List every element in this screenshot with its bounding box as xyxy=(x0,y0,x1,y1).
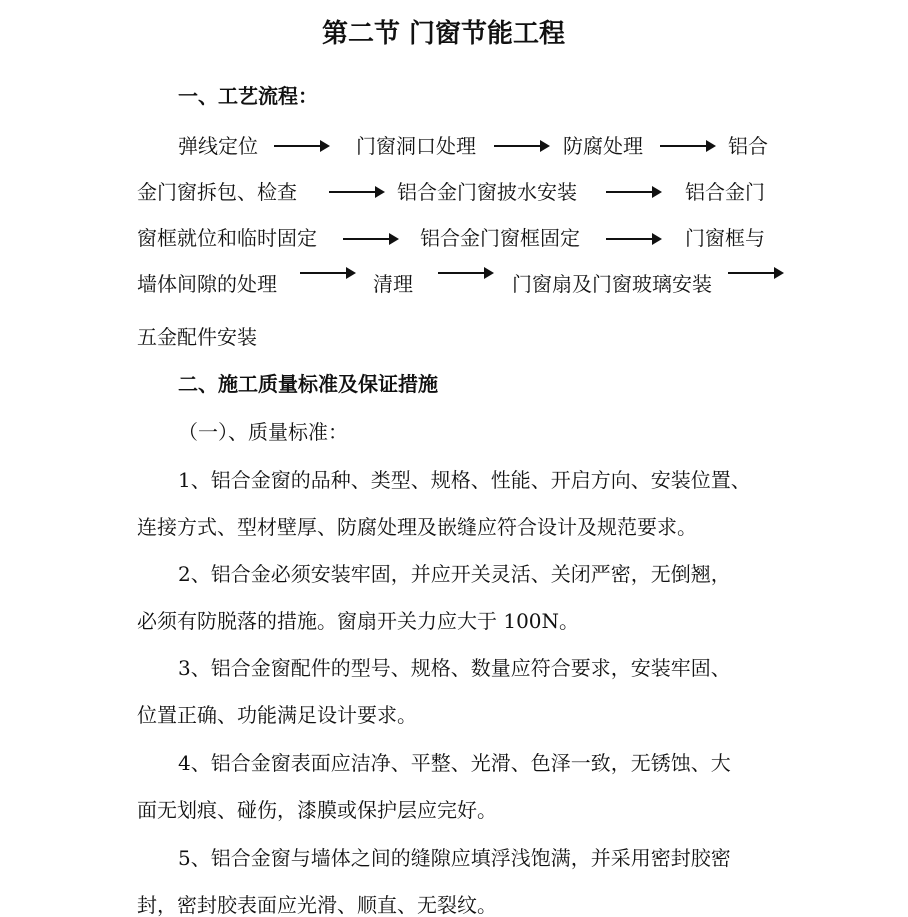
flow-arrow-icon xyxy=(494,145,548,147)
flow-step: 铝合金门窗披水安装 xyxy=(397,180,577,204)
flow-arrow-icon xyxy=(660,145,714,147)
section-heading-process: 一、工艺流程： xyxy=(178,84,318,108)
flow-step: 铝合金门窗框固定 xyxy=(420,226,580,250)
standard-item-line: 位置正确、功能满足设计要求。 xyxy=(137,703,417,727)
flow-step: 铝合金门 xyxy=(685,180,765,204)
standard-item-line: 5、铝合金窗与墙体之间的缝隙应填浮浅饱满，并采用密封胶密 xyxy=(178,846,731,870)
standard-item-line: 1、铝合金窗的品种、类型、规格、性能、开启方向、安装位置、 xyxy=(178,468,751,492)
flow-arrow-icon xyxy=(343,238,397,240)
standard-item-line: 面无划痕、碰伤，漆膜或保护层应完好。 xyxy=(137,798,497,822)
flow-step: 金门窗拆包、检查 xyxy=(137,180,297,204)
standard-item-line: 连接方式、型材壁厚、防腐处理及嵌缝应符合设计及规范要求。 xyxy=(137,515,697,539)
flow-step: 五金配件安装 xyxy=(137,325,257,349)
standard-item-line: 3、铝合金窗配件的型号、规格、数量应符合要求，安装牢固、 xyxy=(178,656,731,680)
flow-step: 铝合 xyxy=(728,134,768,158)
flow-step: 清理 xyxy=(373,272,413,296)
standard-item-line: 必须有防脱落的措施。窗扇开关力应大于 100N。 xyxy=(137,609,580,633)
flow-arrow-icon xyxy=(606,238,660,240)
flow-step: 门窗扇及门窗玻璃安装 xyxy=(512,272,712,296)
sub-heading-quality-standard: （一）、质量标准： xyxy=(178,420,348,444)
flow-step: 门窗洞口处理 xyxy=(356,134,476,158)
section-heading-quality: 二、施工质量标准及保证措施 xyxy=(178,372,438,396)
flow-arrow-icon xyxy=(329,191,383,193)
flow-step: 门窗框与 xyxy=(685,226,765,250)
flow-step: 窗框就位和临时固定 xyxy=(137,226,317,250)
page-title: 第二节 门窗节能工程 xyxy=(322,19,566,49)
flow-step: 防腐处理 xyxy=(563,134,643,158)
flow-step: 弹线定位 xyxy=(178,134,258,158)
standard-item-line: 2、铝合金必须安装牢固，并应开关灵活、关闭严密，无倒翘， xyxy=(178,562,731,586)
flow-step: 墙体间隙的处理 xyxy=(137,272,277,296)
standard-item-line: 封，密封胶表面应光滑、顺直、无裂纹。 xyxy=(137,893,497,917)
flow-arrow-icon xyxy=(274,145,328,147)
flow-arrow-icon xyxy=(728,272,782,274)
flow-arrow-icon xyxy=(438,272,492,274)
flow-arrow-icon xyxy=(606,191,660,193)
standard-item-line: 4、铝合金窗表面应洁净、平整、光滑、色泽一致，无锈蚀、大 xyxy=(178,751,731,775)
flow-arrow-icon xyxy=(300,272,354,274)
